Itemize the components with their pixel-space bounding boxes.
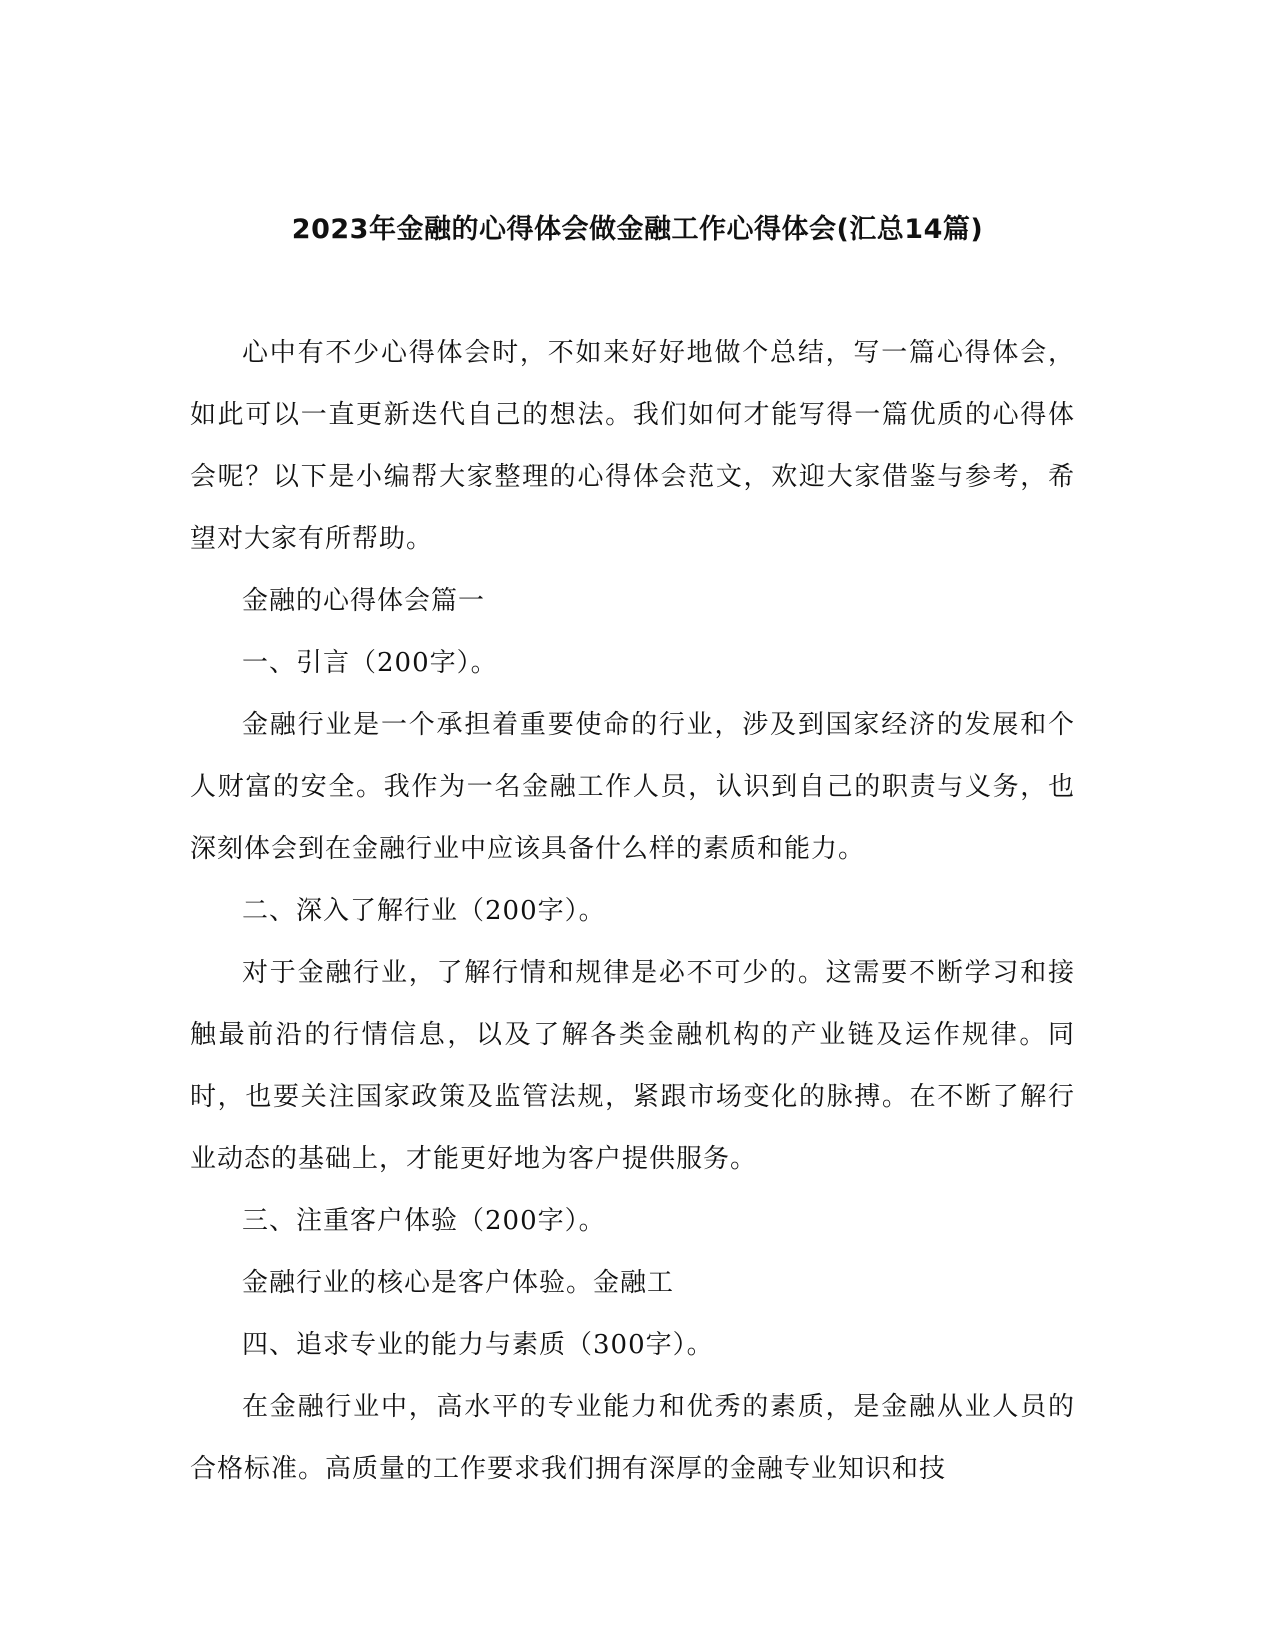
body-paragraph: 金融行业的核心是客户体验。金融工 xyxy=(242,1268,675,1298)
body-paragraph: 在金融行业中，高水平的专业能力和优秀的素质，是金融从业人员的合格标准。高质量的工作要求我们拥有深厚的金融专业知识和技 xyxy=(190,1392,1075,1484)
subheading-understand-industry: 二、深入了解行业（200字）。 xyxy=(242,896,606,926)
document-title: 2023年金融的心得体会做金融工作心得体会(汇总14篇) xyxy=(291,214,984,245)
section-heading-part-one: 金融的心得体会篇一 xyxy=(242,586,486,616)
body-paragraph: 对于金融行业，了解行情和规律是必不可少的。这需要不断学习和接触最前沿的行情信息，以及了解各类金融机构的产业链及运作规律。同时，也要关注国家政策及监管法规，紧跟市场变化的脉搏。在不断了解行业动态的基础上，才能更好地为客户提供服务。 xyxy=(190,958,1075,1174)
subheading-customer-experience: 三、注重客户体验（200字）。 xyxy=(242,1206,606,1236)
intro-paragraph: 心中有不少心得体会时，不如来好好地做个总结，写一篇心得体会，如此可以一直更新迭代自己的想法。我们如何才能写得一篇优质的心得体会呢？以下是小编帮大家整理的心得体会范文，欢迎大家借鉴与参考，希望对大家有所帮助。 xyxy=(190,338,1075,554)
subheading-introduction: 一、引言（200字）。 xyxy=(242,648,498,678)
document-body xyxy=(190,322,1075,1500)
subheading-professional-ability: 四、追求专业的能力与素质（300字）。 xyxy=(242,1330,714,1360)
body-paragraph: 金融行业是一个承担着重要使命的行业，涉及到国家经济的发展和个人财富的安全。我作为一名金融工作人员，认识到自己的职责与义务，也深刻体会到在金融行业中应该具备什么样的素质和能力。 xyxy=(190,710,1075,864)
